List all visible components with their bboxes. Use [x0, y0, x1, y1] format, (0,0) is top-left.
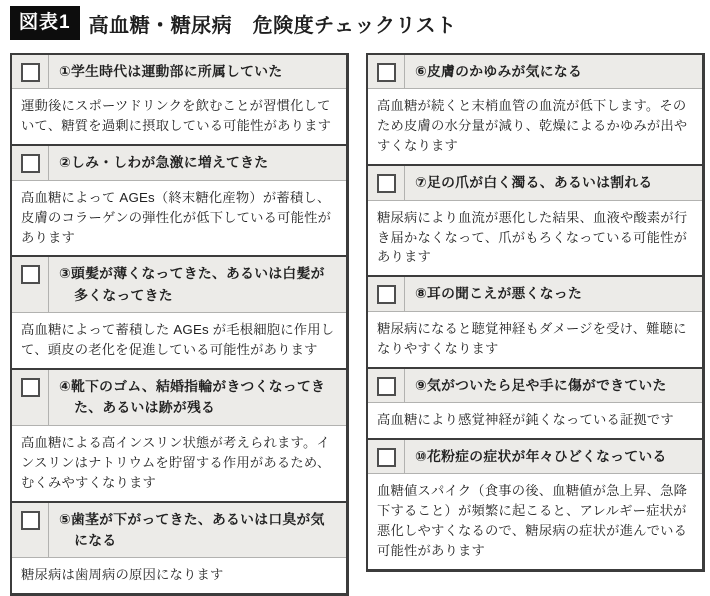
- checkbox[interactable]: [377, 63, 396, 82]
- checklist-item-5-header: [12, 503, 346, 559]
- checklist-item-description: 運動後にスポーツドリンクを飲むことが習慣化していて、糖質を過剰に摂取している可能性があります: [12, 89, 346, 144]
- checkbox[interactable]: [21, 378, 40, 397]
- checkbox[interactable]: [21, 511, 40, 530]
- figure-number-badge: 図表1: [10, 6, 80, 40]
- checklist-item-7-header: [368, 166, 702, 200]
- checklist-item-description: 糖尿病になると聴覚神経もダメージを受け、難聴になりやすくなります: [368, 312, 702, 367]
- checklist-item-description: 高血糖により感覚神経が鈍くなっている証拠です: [368, 403, 702, 438]
- checklist-item-description: 糖尿病は歯周病の原因になります: [12, 558, 346, 593]
- checklist-item-4-header: [12, 370, 346, 426]
- checklist-item-1-header: [12, 55, 346, 89]
- checklist-item-description: 高血糖によって蓄積した AGEs が毛根細胞に作用して、頭皮の老化を促進している可能性があります: [12, 313, 346, 368]
- page-title: [10, 6, 705, 40]
- checklist-item-title: ⑤歯茎が下がってきた、あるいは口臭が気になる: [59, 511, 325, 548]
- page-title-text: 高血糖・糖尿病 危険度チェックリスト: [88, 14, 457, 37]
- checklist-item-title: ④靴下のゴム、結婚指輪がきつくなってきた、あるいは跡が残る: [59, 379, 326, 416]
- checklist-item-5: [12, 501, 346, 594]
- checklist-item-3: [12, 255, 346, 368]
- checklist-item-10-header: [368, 440, 702, 474]
- checklist-item-description: 糖尿病により血流が悪化した結果、血液や酸素が行き届かなくなって、爪がもろくなっている可能性があります: [368, 201, 702, 276]
- checklist-item-title: ②しみ・しわが急激に増えてきた: [59, 155, 269, 171]
- checklist-item-6-header: [368, 55, 702, 89]
- checkbox[interactable]: [377, 174, 396, 193]
- checklist-item-title: ⑦足の爪が白く濁る、あるいは割れる: [415, 175, 653, 191]
- checklist-item-description: 高血糖が続くと末梢血管の血流が低下します。そのため皮膚の水分量が減り、乾燥によるかゆみが出やすくなります: [368, 89, 702, 164]
- checkbox[interactable]: [21, 63, 40, 82]
- checkbox-cell: [368, 277, 405, 310]
- checkbox[interactable]: [377, 285, 396, 304]
- checklist-item-1: [12, 55, 346, 144]
- checklist-item-title: ⑥皮膚のかゆみが気になる: [415, 64, 583, 79]
- checkbox[interactable]: [21, 154, 40, 173]
- checkbox-cell: [12, 503, 49, 558]
- checklist-item-title: ①学生時代は運動部に所属していた: [59, 64, 283, 79]
- checklist-item-6: [368, 55, 702, 164]
- checklist-item-description: 血糖値スパイク（食事の後、血糖値が急上昇、急降下すること）が頻繁に起こると、アレルギー症状が悪化しやすくなるので、糖尿病の症状が進んでいる可能性があります: [368, 474, 702, 569]
- checklist-item-title: ⑨気がついたら足や手に傷ができていた: [415, 377, 667, 393]
- checkbox-cell: [368, 55, 405, 88]
- checklist-column-right: [366, 53, 705, 572]
- checklist-item-9-header: [368, 369, 702, 403]
- checklist-item-8-header: [368, 277, 702, 311]
- checklist-item-title: ⑩花粉症の症状が年々ひどくなっている: [415, 448, 667, 464]
- checklist-item-description: 高血糖による高インスリン状態が考えられます。インスリンはナトリウムを貯留する作用があるため、むくみやすくなります: [12, 426, 346, 501]
- checklist-item-10: [368, 438, 702, 569]
- checkbox-cell: [368, 369, 405, 402]
- checkbox[interactable]: [377, 448, 396, 467]
- checklist-item-3-header: [12, 257, 346, 313]
- checklist-item-2: [12, 144, 346, 255]
- checkbox[interactable]: [21, 265, 40, 284]
- checklist-item-description: 高血糖によって AGEs（終末糖化産物）が蓄積し、皮膚のコラーゲンの弾性化が低下している可能性があります: [12, 181, 346, 256]
- checklist-item-8: [368, 275, 702, 366]
- checklist-columns: [10, 53, 705, 596]
- checkbox-cell: [12, 55, 49, 88]
- checklist-column-left: [10, 53, 349, 596]
- checklist-item-title: ③頭髪が薄くなってきた、あるいは白髪が多くなってきた: [59, 266, 325, 303]
- checkbox-cell: [368, 440, 405, 473]
- checklist-item-2-header: [12, 146, 346, 180]
- checklist-item-4: [12, 368, 346, 501]
- checkbox-cell: [12, 257, 49, 312]
- checkbox[interactable]: [377, 377, 396, 396]
- checklist-item-9: [368, 367, 702, 438]
- checkbox-cell: [12, 370, 49, 425]
- checkbox-cell: [12, 146, 49, 179]
- checkbox-cell: [368, 166, 405, 199]
- checklist-item-7: [368, 164, 702, 275]
- checklist-item-title: ⑧耳の聞こえが悪くなった: [415, 286, 583, 302]
